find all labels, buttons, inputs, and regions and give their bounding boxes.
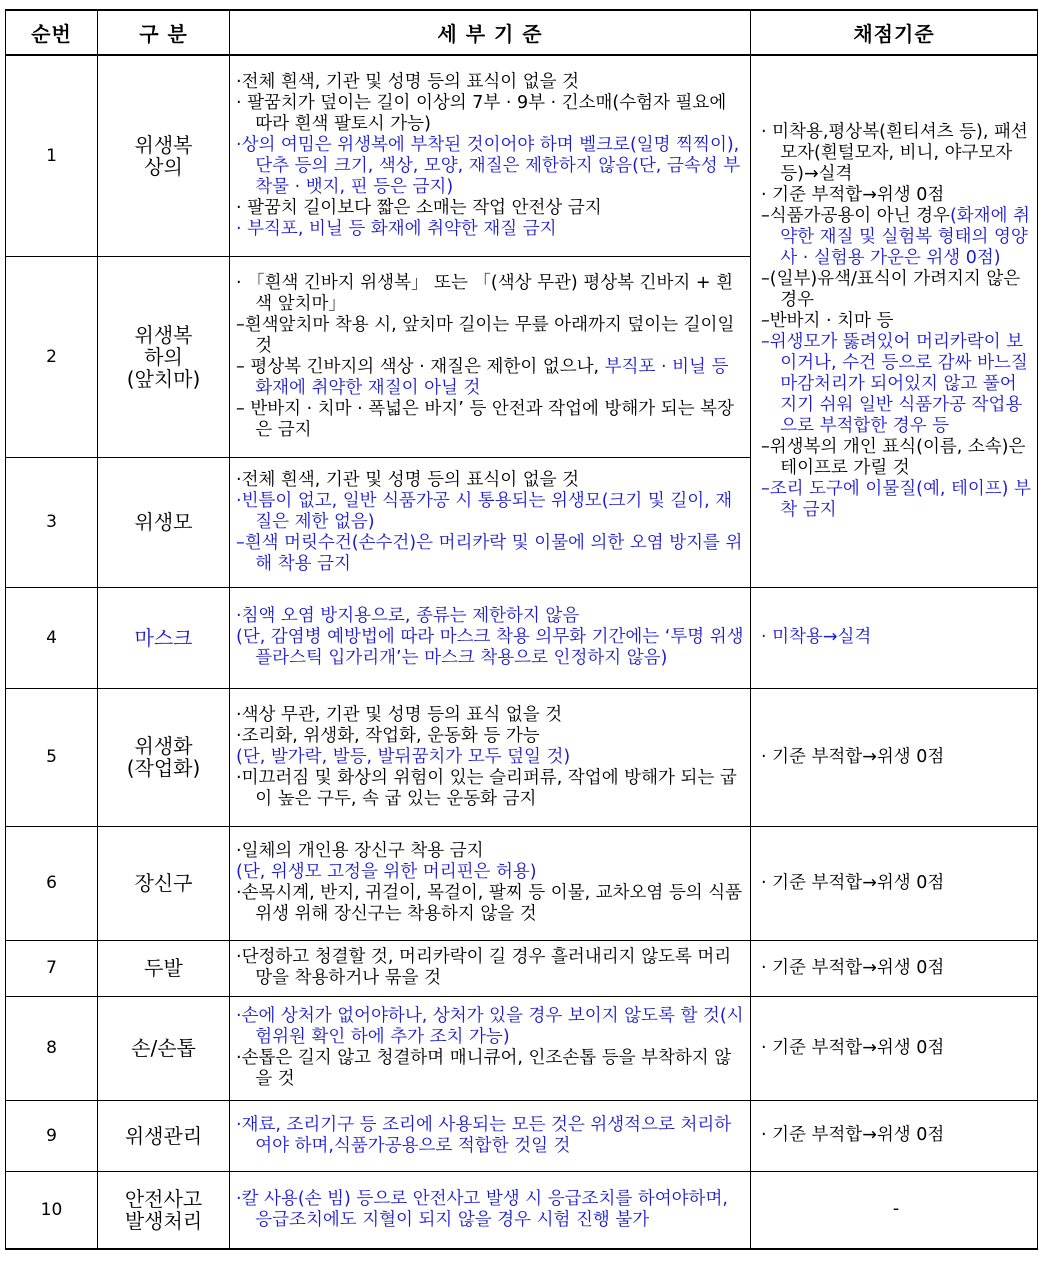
row-number: 6 — [6, 826, 98, 940]
score-line: · 미착용,평상복(흰티셔츠 등), 패션모자(흰털모자, 비니, 야구모자 등)→실격 — [761, 121, 1028, 184]
detail-line: ·빈틈이 없고, 일반 식품가공 시 통용되는 위생모(크기 및 길이, 재질은 제한 없음) — [236, 490, 733, 532]
row-details — [230, 996, 751, 1100]
detail-line: ·손목시계, 반지, 귀걸이, 목걸이, 팔찌 등 이물, 교차오염 등의 식품위생 위해 장신구는 착용하지 않을 것 — [236, 883, 743, 924]
detail-line: ·칼 사용(손 빔) 등으로 안전사고 발생 시 응급조치를 하여야하며, 응급조치에도 지혈이 되지 않을 경우 시험 진행 불가 — [236, 1188, 728, 1230]
score-line: –식품가공용이 아닌 경우(화재에 취약한 재질 및 실험복 형태의 영양사 · 실험용 가운은 위생 0점) — [761, 205, 1030, 268]
row-details — [230, 688, 751, 826]
row-category: 마스크 — [98, 587, 230, 688]
detail-line: – 평상복 긴바지의 색상 · 재질은 제한이 없으나, 부직포 · 비닐 등 화재에 취약한 재질이 아닐 것 — [236, 356, 729, 398]
row-number: 4 — [6, 587, 98, 688]
detail-line: ·전체 흰색, 기관 및 성명 등의 표식이 없을 것 — [236, 469, 580, 490]
row-number: 2 — [6, 256, 98, 457]
detail-line: ·재료, 조리기구 등 조리에 사용되는 모든 것은 위생적으로 처리하여야 하며,식품가공용으로 적합한 것일 것 — [236, 1114, 732, 1156]
score-line: –조리 도구에 이물질(예, 테이프) 부착 금지 — [761, 478, 1031, 520]
table-row — [6, 688, 1038, 826]
row-category: 위생관리 — [98, 1100, 230, 1171]
header-row — [6, 10, 1038, 55]
row-score: - — [751, 1171, 1038, 1249]
merged-score-cell — [751, 55, 1038, 587]
table-row — [6, 587, 1038, 688]
detail-line: · 팔꿈치가 덮이는 길이 이상의 7부 · 9부 · 긴소매(수험자 필요에 따라 흰색 팔토시 가능) — [236, 92, 727, 134]
detail-line: ·손톱은 길지 않고 청결하며 매니큐어, 인조손톱 등을 부착하지 않을 것 — [236, 1048, 732, 1089]
detail-line: –흰색 머릿수건(손수건)은 머리카락 및 이물에 의한 오염 방지를 위해 착용 금지 — [236, 532, 743, 574]
row-number: 5 — [6, 688, 98, 826]
header-score: 채점기준 — [751, 10, 1038, 55]
row-category: 위생복 상의 — [98, 55, 230, 256]
detail-line: ·손에 상처가 없어야하나, 상처가 있을 경우 보이지 않도록 할 것(시험위원 확인 하에 추가 조치 가능) — [236, 1006, 744, 1047]
detail-line: ·조리화, 위생화, 작업화, 운동화 등 가능 — [236, 725, 540, 746]
score-line: –(일부)유색/표식이 가려지지 않은 경우 — [761, 268, 1021, 310]
detail-line: ·전체 흰색, 기관 및 성명 등의 표식이 없을 것 — [236, 71, 580, 92]
row-number: 1 — [6, 55, 98, 256]
row-score: · 기준 부적합→위생 0점 — [751, 688, 1038, 826]
detail-line: (단, 위생모 고정을 위한 머리핀은 허용) — [236, 862, 537, 882]
detail-line: · 팔꿈치 길이보다 짧은 소매는 작업 안전상 금지 — [236, 197, 602, 218]
score-line: · 기준 부적합→위생 0점 — [761, 184, 945, 205]
detail-line: ·색상 무관, 기관 및 성명 등의 표식 없을 것 — [236, 704, 563, 725]
score-line: –위생복의 개인 표식(이름, 소속)은 테이프로 가릴 것 — [761, 436, 1026, 478]
score-line: –반바지 · 치마 등 — [761, 310, 894, 331]
detail-line: ·일체의 개인용 장신구 착용 금지 — [236, 841, 484, 861]
row-category: 위생모 — [98, 457, 230, 587]
row-details — [230, 457, 751, 587]
row-number: 7 — [6, 940, 98, 996]
row-details — [230, 1100, 751, 1171]
row-details — [230, 55, 751, 256]
detail-line: –흰색앞치마 착용 시, 앞치마 길이는 무릎 아래까지 덮이는 길이일 것 — [236, 314, 735, 356]
row-score: · 기준 부적합→위생 0점 — [751, 996, 1038, 1100]
row-category: 손/손톱 — [98, 996, 230, 1100]
detail-line: ·침액 오염 방지용으로, 종류는 제한하지 않음 — [236, 606, 580, 626]
detail-line: ·미끄러짐 및 화상의 위험이 있는 슬리퍼류, 작업에 방해가 되는 굽이 높은 구두, 속 굽 있는 운동화 금지 — [236, 767, 737, 809]
row-details — [230, 587, 751, 688]
table-row — [6, 1171, 1038, 1249]
detail-line: ·상의 여밈은 위생복에 부착된 것이어야 하며 벨크로(일명 찍찍이), 단추 등의 크기, 색상, 모양, 재질은 제한하지 않음(단, 금속성 부착물 · 뱃지, 핀 등은 금지) — [236, 134, 741, 197]
row-score: · 미착용→실격 — [751, 587, 1038, 688]
row-number: 9 — [6, 1100, 98, 1171]
table-row — [6, 1100, 1038, 1171]
header-category: 구 분 — [98, 10, 230, 55]
row-details — [230, 826, 751, 940]
row-score: · 기준 부적합→위생 0점 — [751, 940, 1038, 996]
header-details: 세 부 기 준 — [230, 10, 751, 55]
row-details — [230, 256, 751, 457]
detail-line: ·단정하고 청결할 것, 머리카락이 길 경우 흘러내리지 않도록 머리망을 착용하거나 묶을 것 — [236, 947, 732, 988]
detail-line: · 「흰색 긴바지 위생복」 또는 「(색상 무관) 평상복 긴바지 + 흰색 앞치마」 — [236, 272, 734, 314]
table-row — [6, 826, 1038, 940]
detail-line: (단, 발가락, 발등, 발뒤꿈치가 모두 덮일 것) — [236, 746, 571, 767]
row-category: 장신구 — [98, 826, 230, 940]
detail-line: · 부직포, 비닐 등 화재에 취약한 재질 금지 — [236, 218, 557, 239]
table-row — [6, 940, 1038, 996]
table-row — [6, 996, 1038, 1100]
row-number: 8 — [6, 996, 98, 1100]
row-category: 위생복 하의 (앞치마) — [98, 256, 230, 457]
header-num: 순번 — [6, 10, 98, 55]
detail-line: (단, 감염병 예방법에 따라 마스크 착용 의무화 기간에는 ‘투명 위생 플라스틱 입가리개’는 마스크 착용으로 인정하지 않음) — [236, 627, 744, 668]
detail-line: – 반바지 · 치마 · 폭넓은 바지’ 등 안전과 작업에 방해가 되는 복장은 금지 — [236, 398, 734, 440]
row-number: 10 — [6, 1171, 98, 1249]
row-category: 두발 — [98, 940, 230, 996]
row-category: 안전사고 발생처리 — [98, 1171, 230, 1249]
row-number: 3 — [6, 457, 98, 587]
row-score: · 기준 부적합→위생 0점 — [751, 1100, 1038, 1171]
table-row — [6, 55, 1038, 256]
row-details — [230, 1171, 751, 1249]
score-line: –위생모가 뚫려있어 머리카락이 보이거나, 수건 등으로 감싸 바느질 마감처리가 되어있지 않고 풀어지기 쉬워 일반 식품가공 작업용으로 부적합한 경우 등 — [761, 331, 1028, 436]
row-category: 위생화 (작업화) — [98, 688, 230, 826]
row-score: · 기준 부적합→위생 0점 — [751, 826, 1038, 940]
row-details — [230, 940, 751, 996]
hygiene-criteria-table — [5, 9, 1038, 1250]
